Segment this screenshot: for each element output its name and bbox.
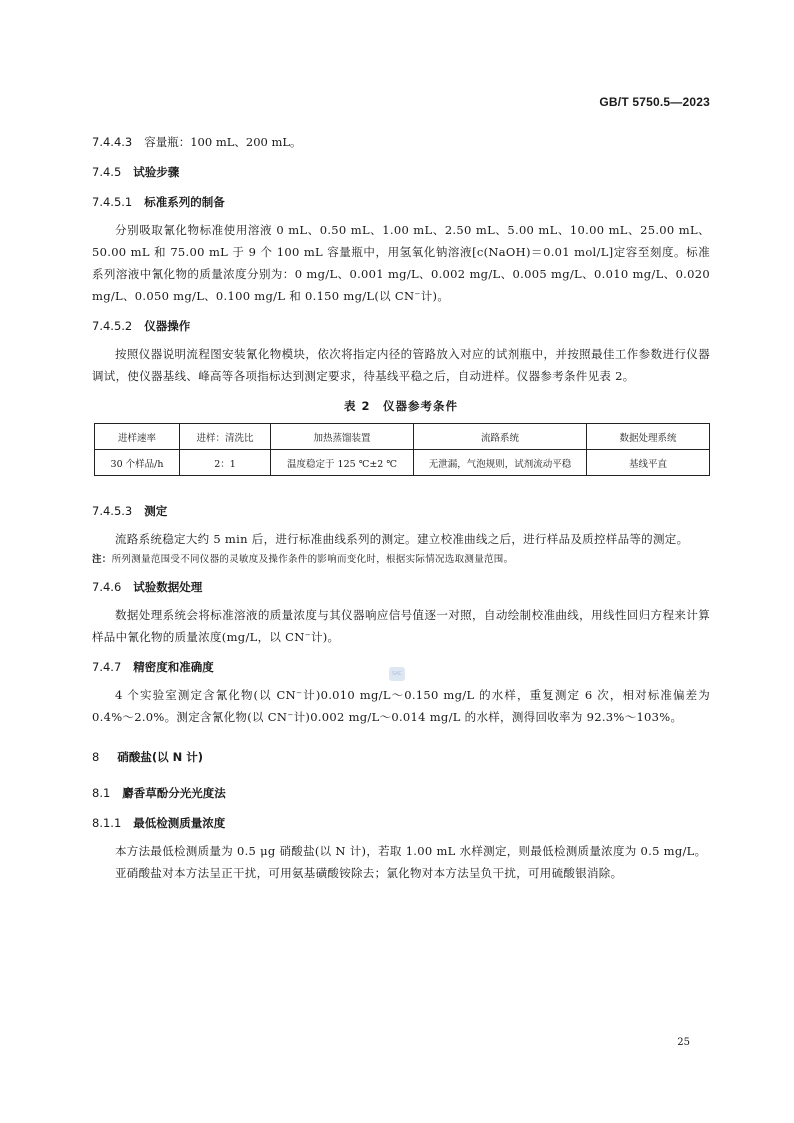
heading-7451-title: 标准系列的制备 — [144, 195, 225, 209]
note-label: 注： — [92, 554, 112, 565]
heading-811 — [92, 812, 710, 834]
heading-7452-title: 仪器操作 — [144, 319, 191, 333]
table-header: 数据处理系统 — [587, 424, 710, 450]
paragraph-811-b: 亚硝酸盐对本方法呈正干扰，可用氨基磺酸铵除去；氯化物对本方法呈负干扰，可用硫酸银消除。 — [115, 866, 623, 880]
document-body — [92, 131, 710, 884]
table-cell: 基线平直 — [587, 450, 710, 476]
heading-745 — [92, 161, 710, 183]
item-7443-text: 容量瓶：100 mL、200 mL。 — [144, 135, 302, 149]
heading-81 — [92, 782, 710, 804]
paragraph-747: 4 个实验室测定含氰化物(以 CN⁻计)0.010 mg/L～0.150 mg/L 的水样，重复测定 6 次，相对标准偏差为 0.4%～2.0%。测定含氰化物(以 CN⁻计)0.002 mg/L～0.014 mg/L 的水样，测得回收率为 92.3%～103%。 — [92, 688, 710, 724]
heading-81-title: 麝香草酚分光光度法 — [122, 786, 226, 800]
table-header: 流路系统 — [414, 424, 587, 450]
heading-747-number: 7.4.7 — [92, 660, 122, 674]
paragraph-7451: 分别吸取氰化物标准使用溶液 0 mL、0.50 mL、1.00 mL、2.50 mL、5.00 mL、10.00 mL、25.00 mL、50.00 mL 和 75.00 mL 于 9 个 100 mL 容量瓶中，用氢氧化钠溶液[c(NaOH)＝0.01 mol/L]定容至刻度。标准系列溶液中氰化物的质量浓度分别为：0 mg/L、0.001 mg/L、0.002 mg/L、0.005 mg/L、0.010 mg/L、0.020 mg/L、0.050 mg/L、0.100 mg/L 和 0.150 mg/L(以 CN⁻计)。 — [92, 223, 710, 303]
standard-code: GB/T 5750.5—2023 — [599, 95, 710, 109]
heading-746 — [92, 576, 710, 598]
table-cell: 30 个样品/h — [95, 450, 180, 476]
heading-8-number: 8 — [92, 750, 100, 764]
heading-81-number: 8.1 — [92, 786, 111, 800]
heading-746-number: 7.4.6 — [92, 580, 122, 594]
item-7443-number: 7.4.4.3 — [92, 135, 133, 149]
table-2-caption: 表 2 仪器参考条件 — [343, 399, 458, 413]
table-cell: 无泄漏，气泡规则，试剂流动平稳 — [414, 450, 587, 476]
watermark-logo: SAC — [389, 667, 405, 681]
table-header: 进样速率 — [95, 424, 180, 450]
page-number: 25 — [677, 1037, 690, 1048]
table-header-row — [95, 424, 710, 450]
paragraph-7453: 流路系统稳定大约 5 min 后，进行标准曲线系列的测定。建立校准曲线之后，进行样品及质控样品等的测定。 — [115, 532, 689, 546]
heading-811-number: 8.1.1 — [92, 816, 122, 830]
table-cell: 2：1 — [180, 450, 271, 476]
table-header: 加热蒸馏装置 — [271, 424, 414, 450]
heading-7452-number: 7.4.5.2 — [92, 319, 133, 333]
table-cell: 温度稳定于 125 ℃±2 ℃ — [271, 450, 414, 476]
heading-7453-number: 7.4.5.3 — [92, 504, 133, 518]
heading-747-title: 精密度和准确度 — [133, 660, 214, 674]
heading-7453-title: 测定 — [144, 504, 168, 518]
heading-745-number: 7.4.5 — [92, 165, 122, 179]
heading-7451 — [92, 191, 710, 213]
table-row — [95, 450, 710, 476]
heading-8-title: 硝酸盐(以 N 计) — [117, 750, 203, 764]
item-7443 — [92, 131, 710, 153]
paragraph-811-a: 本方法最低检测质量为 0.5 μg 硝酸盐(以 N 计)，若取 1.00 mL 水样测定，则最低检测质量浓度为 0.5 mg/L。 — [115, 844, 707, 858]
heading-811-title: 最低检测质量浓度 — [133, 816, 226, 830]
paragraph-746: 数据处理系统会将标准溶液的质量浓度与其仪器响应信号值逐一对照，自动绘制校准曲线，用线性回归方程来计算样品中氰化物的质量浓度(mg/L，以 CN⁻计)。 — [92, 608, 710, 644]
heading-746-title: 试验数据处理 — [133, 580, 203, 594]
table-2 — [94, 423, 710, 476]
table-header: 进样：清洗比 — [180, 424, 271, 450]
heading-7453 — [92, 500, 710, 522]
note-text: 所列测量范围受不同仪器的灵敏度及操作条件的影响而变化时，根据实际情况选取测量范围。 — [111, 554, 514, 565]
heading-7451-number: 7.4.5.1 — [92, 195, 133, 209]
heading-745-title: 试验步骤 — [133, 165, 180, 179]
heading-7452 — [92, 315, 710, 337]
heading-8 — [92, 746, 710, 768]
paragraph-7452: 按照仪器说明流程图安装氰化物模块，依次将指定内径的管路放入对应的试剂瓶中，并按照最佳工作参数进行仪器调试，使仪器基线、峰高等各项指标达到测定要求，待基线平稳之后，自动进样。仪器参考条件见表 2。 — [92, 347, 710, 383]
note — [92, 552, 710, 568]
